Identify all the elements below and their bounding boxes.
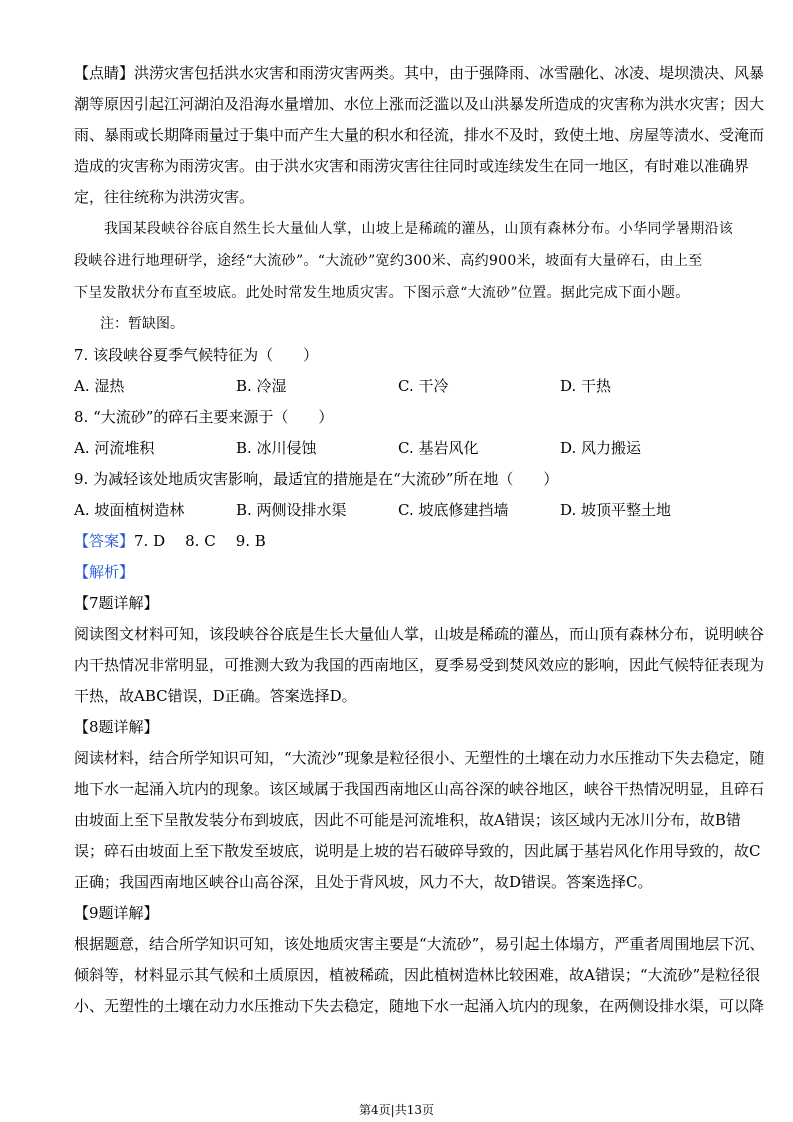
question-7 — [74, 340, 722, 402]
answer-tag: 【答案】 — [74, 532, 135, 550]
options-row — [74, 371, 722, 402]
option-d: D. 风力搬运 — [560, 439, 642, 457]
option-b: B. 冰川侵蚀 — [236, 439, 317, 457]
option-b: B. 两侧设排水渠 — [236, 501, 347, 519]
document-page — [74, 58, 765, 1022]
options-row — [74, 433, 722, 464]
option-b: B. 冷湿 — [236, 377, 287, 395]
analysis-tag: 【解析】 — [74, 563, 135, 581]
detail-8 — [74, 712, 765, 898]
answer-8: 8. C — [185, 532, 216, 550]
question-8 — [74, 402, 722, 464]
page-footer: 第4页|共13页 — [359, 1103, 434, 1117]
detail-line: 地下水一起涌入坑内的现象。该区域属于我国西南地区山高谷深的峡谷地区，峡谷干热情况明显，且碎石 — [74, 780, 765, 798]
option-a: A. 湿热 — [74, 377, 125, 395]
detail-title: 【8题详解】 — [74, 718, 159, 736]
option-c: C. 干冷 — [398, 377, 449, 395]
question-stem: 8. “大流砂”的碎石主要来源于（ ） — [74, 408, 334, 426]
options-row — [74, 495, 722, 526]
detail-line: 阅读图文材料可知，该段峡谷谷底是生长大量仙人掌，山坡是稀疏的灌丛，而山顶有森林分布，说明峡谷 — [74, 625, 765, 643]
option-c: C. 坡底修建挡墙 — [398, 501, 509, 519]
detail-line: 误；碎石由坡面上至下散发至坡底，说明是上坡的岩石破碎导致的，因此属于基岩风化作用导致的，故C — [74, 842, 761, 860]
answer-9: 9. B — [235, 532, 266, 550]
option-a: A. 坡面植树造林 — [74, 501, 185, 519]
missing-figure-note: 注：暂缺图。 — [100, 316, 184, 332]
detail-line: 小、无塑性的土壤在动力水压推动下失去稳定，随地下水一起涌入坑内的现象，在两侧设排水渠，可以降 — [74, 997, 765, 1015]
detail-title: 【7题详解】 — [74, 594, 159, 612]
detail-9 — [74, 898, 765, 1022]
question-stem: 7. 该段峡谷夏季气候特征为（ ） — [74, 346, 319, 364]
detail-line: 干热，故ABC错误，D正确。答案选择D。 — [74, 687, 357, 705]
detail-line: 内干热情况非常明显，可推测大致为我国的西南地区，夏季易受到焚风效应的影响，因此气候特征表现为 — [74, 656, 765, 674]
dianjing-line-1: 【点睛】洪涝灾害包括洪水灾害和雨涝灾害两类。其中，由于强降雨、冰雪融化、冰凌、堤坝溃决、风暴 — [74, 64, 765, 82]
option-d: D. 坡顶平整土地 — [560, 501, 672, 519]
material-section — [74, 213, 734, 340]
option-a: A. 河流堆积 — [74, 439, 155, 457]
dianjing-tag: 【点睛】 — [74, 64, 135, 82]
option-d: D. 干热 — [560, 377, 612, 395]
detail-line: 阅读材料，结合所学知识可知，“大流沙”现象是粒径很小、无塑性的土壤在动力水压推动下失去稳定，随 — [74, 749, 765, 767]
answer-7: 7. D — [134, 532, 166, 550]
detail-line: 正确；我国西南地区峡谷山高谷深，且处于背风坡，风力不大，故D错误。答案选择C。 — [74, 873, 653, 891]
detail-7 — [74, 588, 765, 712]
detail-title: 【9题详解】 — [74, 904, 159, 922]
dianjing-line-3: 雨、暴雨或长期降雨量过于集中而产生大量的积水和径流，排水不及时，致使土地、房屋等渍水、受淹而 — [74, 126, 765, 144]
material-line-2: 段峡谷进行地理研学，途经“大流砂”。“大流砂”宽约300米、高约900米，坡面有大量碎石，由上至 — [74, 253, 703, 269]
detail-line: 根据题意，结合所学知识可知，该处地质灾害主要是“大流砂”，易引起土体塌方，严重者周围地层下沉、 — [74, 935, 765, 953]
dianjing-line-4: 造成的灾害称为雨涝灾害。由于洪水灾害和雨涝灾害往往同时或连续发生在同一地区，有时难以准确界 — [74, 157, 750, 175]
material-line-1: 我国某段峡谷谷底自然生长大量仙人掌，山坡上是稀疏的灌丛，山顶有森林分布。小华同学暑期沿该 — [104, 221, 734, 237]
question-stem: 9. 为减轻该处地质灾害影响，最适宜的措施是在“大流砂”所在地（ ） — [74, 470, 559, 488]
dianjing-line-5: 定，往往统称为洪涝灾害。 — [74, 188, 255, 206]
dianjing-line-2: 潮等原因引起江河湖泊及沿海水量增加、水位上涨而泛滥以及山洪暴发所造成的灾害称为洪水灾害；因大 — [74, 95, 765, 113]
dianjing-section — [74, 58, 765, 213]
detail-line: 倾斜等，材料显示其气候和土质原因，植被稀疏，因此植树造林比较困难，故A错误；“大流砂”是粒径很 — [74, 966, 761, 984]
answer-line — [74, 526, 722, 557]
material-line-3: 下呈发散状分布直至坡底。此处时常发生地质灾害。下图示意“大流砂”位置。据此完成下面小题。 — [74, 285, 690, 301]
option-c: C. 基岩风化 — [398, 439, 479, 457]
detail-line: 由坡面上至下呈散发装分布到坡底，因此不可能是河流堆积，故A错误；该区域内无冰川分布，故B错 — [74, 811, 741, 829]
question-9 — [74, 464, 722, 526]
